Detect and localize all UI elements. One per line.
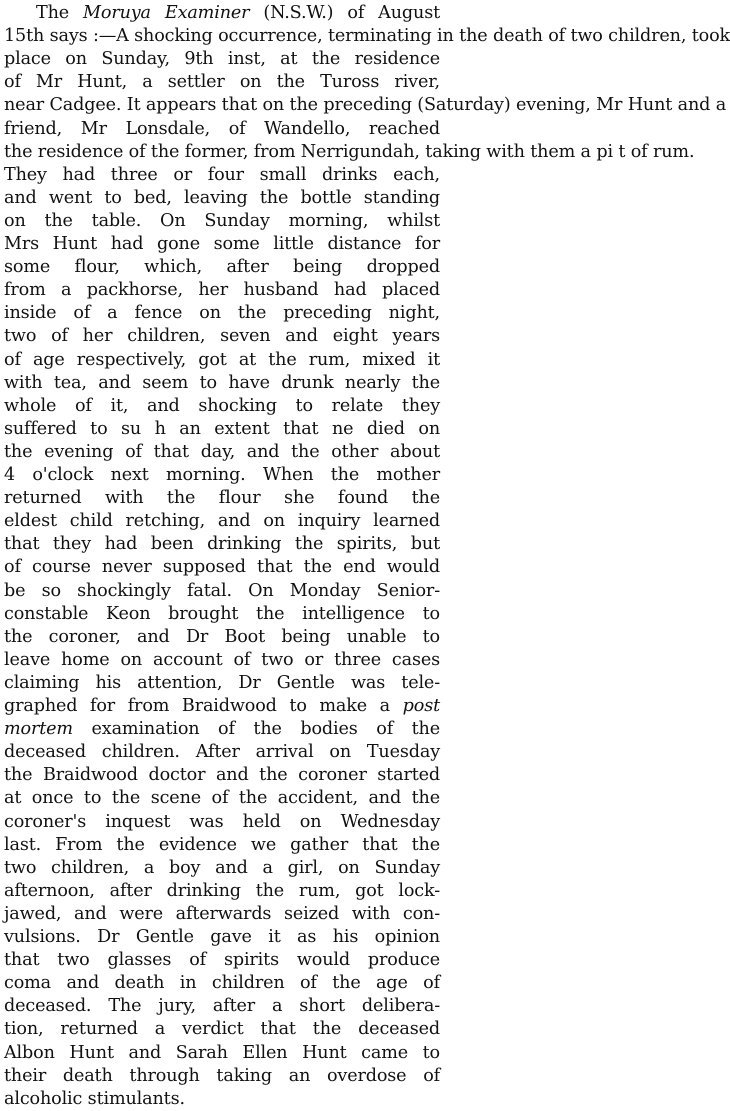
article-line <box>4 603 440 627</box>
line-text: at once to the scene of the accident, and the <box>4 788 440 809</box>
line-text: Mrs Hunt had gone some little distance for <box>4 234 440 254</box>
article-line <box>4 25 730 49</box>
article-line <box>4 48 440 72</box>
line-text: They had three or four small drinks each, <box>4 164 440 185</box>
italic-text: mortem <box>4 719 73 740</box>
article-line <box>4 256 440 280</box>
article-line <box>4 94 727 118</box>
line-text: on the table. On Sunday morning, whilst <box>4 210 440 231</box>
line-text: and went to bed, leaving the bottle standing <box>4 187 440 208</box>
line-text: returned with the flour she found the <box>4 488 440 509</box>
article-line <box>4 857 440 881</box>
article-line <box>4 787 440 811</box>
article-line <box>4 834 440 858</box>
line-text: tion, returned a verdict that the deceased <box>4 1019 440 1040</box>
line-text: their death through taking an overdose of <box>4 1065 440 1086</box>
article-line <box>4 718 440 742</box>
line-text: the evening of that day, and the other about <box>4 441 440 462</box>
article-line <box>4 118 440 142</box>
line-text: (N.S.W.) of August <box>249 3 440 23</box>
article-line <box>4 441 440 465</box>
article-line <box>4 164 440 188</box>
article-line <box>4 141 695 165</box>
italic-text: Moruya Examiner <box>83 3 250 23</box>
article-line <box>4 949 440 973</box>
line-text: suffered to su h an extent that ne died on <box>4 418 440 439</box>
article-line <box>4 672 440 696</box>
line-text: claiming his attention, Dr Gentle was tele- <box>4 672 440 693</box>
article-line <box>4 372 440 396</box>
article-line <box>4 1088 440 1111</box>
article-line <box>4 187 440 211</box>
line-text: deceased. The jury, after a short delibera- <box>4 996 440 1017</box>
article-line <box>4 626 440 650</box>
article-line <box>4 1042 440 1066</box>
line-text: be so shockingly fatal. On Monday Senior- <box>4 580 440 601</box>
article-line <box>4 580 440 604</box>
article-line <box>4 302 440 326</box>
article-line <box>4 71 440 95</box>
line-text: two children, a boy and a girl, on Sunday <box>4 857 440 878</box>
article-line <box>4 349 440 373</box>
line-text: some flour, which, after being dropped <box>4 257 440 278</box>
line-text: jawed, and were afterwards seized with con- <box>4 903 440 924</box>
line-text: place on Sunday, 9th inst, at the residence <box>4 49 440 70</box>
line-text: leave home on account of two or three cases <box>4 649 440 670</box>
article-line <box>4 464 440 488</box>
article-line <box>4 395 440 419</box>
line-text: examination of the bodies of the <box>72 719 440 740</box>
line-text: graphed for from Braidwood to make a <box>4 696 403 716</box>
line-text: two of her children, seven and eight years <box>4 326 440 347</box>
article-line <box>4 510 440 534</box>
article-line <box>4 995 440 1019</box>
line-text: near Cadgee. It appears that on the preceding (Saturday) evening, Mr Hunt and a <box>4 95 727 116</box>
article-line <box>4 880 440 904</box>
line-text: last. From the evidence we gather that the <box>4 834 440 855</box>
line-text: of course never supposed that the end would <box>4 557 440 578</box>
line-text: 4 o'clock next morning. When the mother <box>4 465 440 485</box>
article-line <box>4 556 440 580</box>
line-text: Albon Hunt and Sarah Ellen Hunt came to <box>4 1042 440 1063</box>
article-line <box>4 972 440 996</box>
line-text: the coroner, and Dr Boot being unable to <box>4 626 440 647</box>
line-text: that they had been drinking the spirits, but <box>4 534 440 555</box>
article-line <box>4 325 440 349</box>
line-text: coroner's inquest was held on Wednesday <box>4 811 440 832</box>
line-text: 15th says :—A shocking occurrence, terminating in the death of two children, took <box>4 26 730 47</box>
line-text: of Mr Hunt, a settler on the Tuross river, <box>4 72 440 93</box>
line-text: alcoholic stimulants. <box>4 1088 185 1109</box>
article-line <box>4 764 440 788</box>
line-text: constable Keon brought the intelligence to <box>4 603 440 624</box>
line-text: The <box>36 3 84 23</box>
article-line <box>4 695 440 719</box>
article-line <box>4 418 440 442</box>
line-text: eldest child retching, and on inquiry learned <box>4 511 440 532</box>
line-text: deceased children. After arrival on Tuesday <box>4 742 440 763</box>
article-line <box>4 926 440 950</box>
italic-text: post <box>402 696 440 716</box>
article-line <box>4 233 440 257</box>
article-line <box>4 487 440 511</box>
line-text: of age respectively, got at the rum, mixed it <box>4 349 440 370</box>
line-text: vulsions. Dr Gentle gave it as his opinion <box>4 927 440 947</box>
article-line <box>4 279 440 303</box>
article-line <box>4 2 440 26</box>
article-line <box>4 649 440 673</box>
line-text: that two glasses of spirits would produce <box>4 950 440 971</box>
article-line <box>4 210 440 234</box>
line-text: coma and death in children of the age of <box>4 973 440 994</box>
line-text: whole of it, and shocking to relate they <box>4 395 440 416</box>
article-line <box>4 903 440 927</box>
line-text: from a packhorse, her husband had placed <box>4 280 440 301</box>
line-text: afternoon, after drinking the rum, got lock- <box>4 880 440 901</box>
article-line <box>4 533 440 557</box>
line-text: inside of a fence on the preceding night, <box>4 303 440 324</box>
line-text: friend, Mr Lonsdale, of Wandello, reached <box>4 118 440 139</box>
article-line <box>4 1018 440 1042</box>
line-text: the Braidwood doctor and the coroner started <box>4 765 440 786</box>
article-line <box>4 1065 440 1089</box>
article-line <box>4 741 440 765</box>
article-line <box>4 811 440 835</box>
line-text: the residence of the former, from Nerrigundah, taking with them a pi t of rum. <box>4 141 695 162</box>
line-text: with tea, and seem to have drunk nearly the <box>4 372 440 393</box>
